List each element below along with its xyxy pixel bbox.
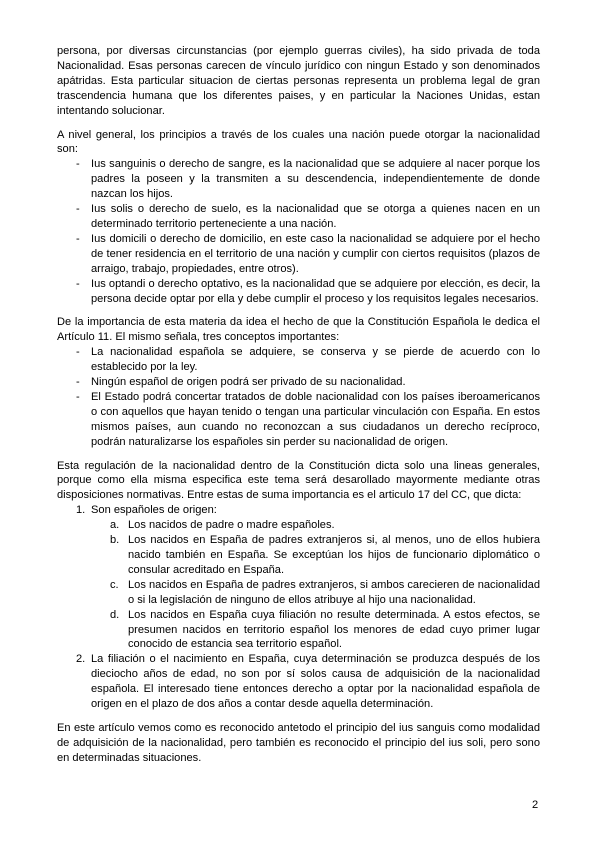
document-page: [57, 44, 540, 775]
principles-list: [57, 157, 540, 306]
sub-list-item: [91, 578, 540, 608]
list-item: - La nacionalidad española se adquiere, se conserva y se pierde de acuerdo con lo establecido por la ley.: [57, 345, 540, 375]
sub-list-item: [91, 518, 540, 533]
sub-list: [91, 518, 540, 652]
constitution-lead: De la importancia de esta materia da idea el hecho de que la Constitución Española le dedica el Artículo 11. El mismo señala, tres conceptos importantes:: [57, 316, 540, 344]
list-item: [57, 652, 540, 712]
list-number: 2.: [76, 653, 86, 666]
conclusion-paragraph: En este artículo vemos como es reconocido antetodo el principio del ius sanguis como modalidad de adquisición de la nacionalidad, pero también es reconocido el principio del ius soli, pero sono en determinadas situaciones.: [57, 721, 540, 764]
list-item-text: La filiación o el nacimiento en España, cuya determinación se produzca después de los dieciocho años de edad, no son por sí solos causa de adquisición de la nacionalidad española. El interesado tiene entonces derecho a optar por la nacionalidad española de origen en el plazo de dos años a contar desde aquella determinación.: [91, 653, 540, 711]
sub-list-letter: c.: [110, 578, 119, 591]
civil-code-lead: Esta regulación de la nacionalidad dentro de la Constitución dicta solo una lineas generales, porque como ella misma especifica este tema será desarollado mayormente mediante otras disposiciones normativas. Entre estas de suma importancia es el articulo 17 del CC, que dicta:: [57, 459, 540, 502]
civil-code-list: [57, 503, 540, 712]
list-item-text: Son españoles de origen:: [91, 504, 217, 517]
sub-list-letter: b.: [110, 534, 120, 547]
constitution-list: [57, 345, 540, 449]
sub-list-text: Los nacidos en España de padres extranjeros si, al menos, uno de ellos hubiera nacido también en España. Se exceptúan los hijos de funcionario diplomático o consular acreditado en España.: [128, 534, 540, 576]
sub-list-letter: a.: [110, 519, 120, 532]
list-item: - El Estado podrá concertar tratados de doble nacionalidad con los países iberoamericanos o con aquellos que hayan tenido o tengan una particular vinculación con España. En estos mismos países, aun cuando no reconozcan a sus ciudadanos un derecho recíproco, podrán naturalizarse los españoles sin perder su nacionalidad de origen.: [57, 390, 540, 450]
sub-list-letter: d.: [110, 608, 120, 621]
sub-list-text: Los nacidos de padre o madre españoles.: [128, 519, 335, 532]
sub-list-text: Los nacidos en España cuya filiación no resulte determinada. A estos efectos, se presumen nacidos en territorio español los menores de edad cuyo primer lugar conocido de estancia sea territorio español.: [128, 608, 540, 651]
list-item: [57, 503, 540, 652]
principles-lead: A nivel general, los principios a través de los cuales una nación puede otorgar la nacionalidad son:: [57, 128, 540, 156]
page-number: 2: [532, 799, 539, 811]
list-item: - Ningún español de origen podrá ser privado de su nacionalidad.: [57, 375, 540, 390]
sub-list-text: Los nacidos en España de padres extranjeros, si ambos carecieren de nacionalidad o si la legislación de ninguno de ellos atribuye al hijo una nacionalidad.: [128, 578, 540, 606]
list-item: - Ius optandi o derecho optativo, es la nacionalidad que se adquiere por elección, es decir, la persona decide optar por ella y debe cumplir el proceso y los requisitos legales necesarios.: [57, 277, 540, 307]
intro-paragraph: persona, por diversas circunstancias (por ejemplo guerras civiles), ha sido privada de toda Nacionalidad. Esas personas carecen de vínculo jurídico con ningun Estado y son denominados apátridas. Esta particular situacion de ciertas personas representa un problema legal de gran trascendencia humana que los diferentes paises, y en particular la Naciones Unidas, estan intentando solucionar.: [57, 45, 540, 117]
sub-list-item: [91, 533, 540, 578]
sub-list-item: [91, 608, 540, 653]
list-item: - Ius domicili o derecho de domicilio, en este caso la nacionalidad se adquiere por el hecho de tener residencia en el territorio de una nación y cumplir con ciertos requisitos (plazos de arraigo, trabajo, propiedades, entre otros).: [57, 232, 540, 277]
list-item: - Ius solis o derecho de suelo, es la nacionalidad que se otorga a quienes nacen en un determinado territorio perteneciente a una nación.: [57, 202, 540, 232]
list-item: - Ius sanguinis o derecho de sangre, es la nacionalidad que se adquiere al nacer porque los padres la poseen y la transmiten a su descendencia, independientemente de donde nazcan los hijos.: [57, 157, 540, 202]
list-number: 1.: [76, 504, 86, 517]
